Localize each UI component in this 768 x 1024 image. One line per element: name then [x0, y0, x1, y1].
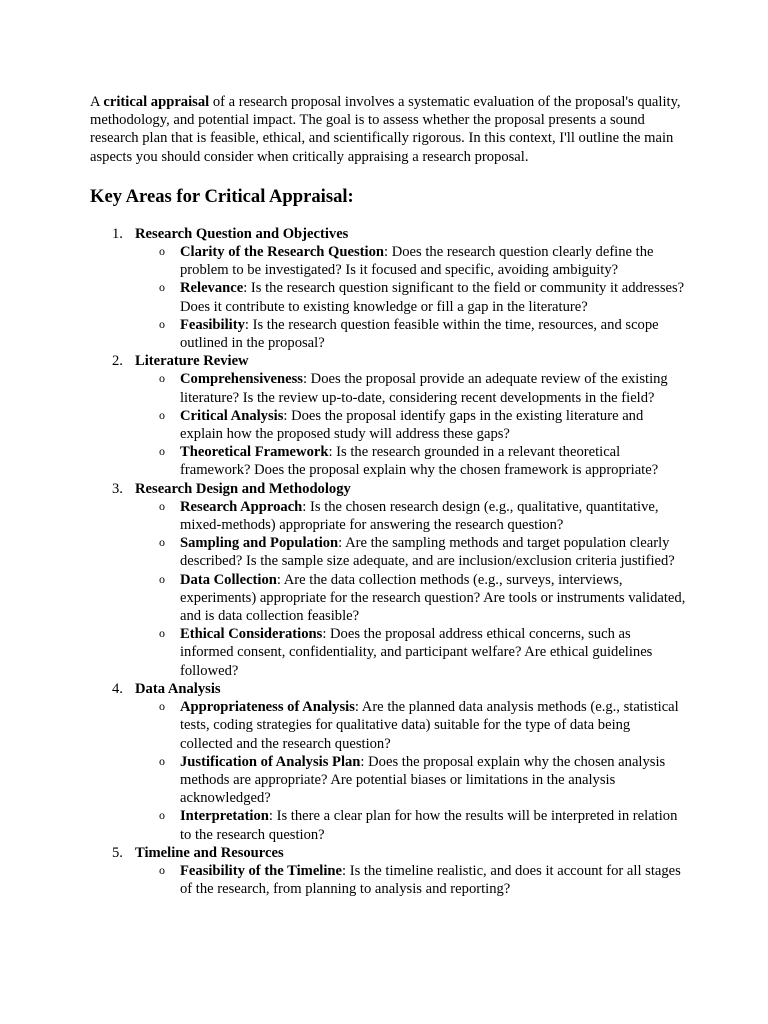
bullet-icon: o	[159, 699, 165, 714]
section-item	[90, 844, 686, 899]
section-title: Data Analysis	[135, 680, 221, 697]
point-term: Data Collection	[180, 571, 277, 588]
point-text: : Does the proposal provide an adequate review of the existing literature? Is the review up-to-date, considering recent developments in the field?	[180, 371, 668, 406]
point-term: Theoretical Framework	[180, 444, 329, 461]
intro-bold-term: critical appraisal	[103, 94, 210, 110]
section-title: Research Question and Objectives	[135, 225, 349, 242]
list-item	[135, 807, 686, 843]
list-item	[135, 316, 686, 352]
list-item	[135, 407, 686, 443]
point-term: Justification of Analysis Plan	[180, 753, 361, 770]
point-term: Research Approach	[180, 498, 303, 515]
section-title: Literature Review	[135, 353, 249, 370]
point-text: : Does the proposal identify gaps in the existing literature and explain how the proposed study will address these gaps?	[180, 407, 644, 443]
bullet-icon: o	[159, 571, 165, 586]
bullet-icon: o	[159, 808, 165, 823]
list-item	[135, 498, 686, 534]
intro-after: of a research proposal involves a systematic evaluation of the proposal's quality, methodology, and potential impact. The goal is to assess whether the proposal presents a sound research plan that is feasible, ethical, and scientifically rigorous. In this context, I'll outline the main aspects you should consider when critically appraising a research proposal.	[90, 94, 681, 165]
section-item	[90, 352, 686, 479]
list-item	[135, 753, 686, 808]
point-text: : Does the research question clearly define the problem to be investigated? Is it focused and specific, avoiding ambiguity?	[180, 244, 654, 279]
section-points-list	[135, 698, 686, 844]
list-item	[135, 370, 686, 406]
list-item	[135, 571, 686, 626]
point-term: Interpretation	[180, 808, 269, 825]
bullet-icon: o	[159, 371, 165, 386]
point-term: Appropriateness of Analysis	[180, 699, 355, 716]
section-points-list	[135, 498, 686, 680]
bullet-icon: o	[159, 498, 165, 513]
bullet-icon: o	[159, 626, 165, 641]
section-number: 2.	[112, 353, 123, 370]
section-title: Timeline and Resources	[135, 844, 284, 861]
list-item	[135, 243, 686, 279]
bullet-icon: o	[159, 407, 165, 422]
appraisal-sections-list	[90, 225, 686, 899]
point-term: Sampling and Population	[180, 535, 339, 552]
point-text: : Is the research question feasible within the time, resources, and scope outlined in the proposal?	[180, 316, 659, 352]
list-item	[135, 698, 686, 753]
section-number: 4.	[112, 680, 123, 697]
section-item	[90, 480, 686, 680]
point-text: : Is the research question significant to the field or community it addresses? Does it contribute to existing knowledge or fill a gap in the literature?	[180, 280, 685, 315]
point-text: : Is the research grounded in a relevant theoretical framework? Does the proposal explain why the chosen framework is appropriate?	[180, 444, 659, 479]
section-title: Research Design and Methodology	[135, 480, 351, 497]
point-text: : Are the data collection methods (e.g., surveys, interviews, experiments) appropriate for the research question? Are tools or instruments validated, and is data collection feasible?	[180, 571, 686, 625]
section-item	[90, 225, 686, 352]
point-term: Clarity of the Research Question	[180, 244, 385, 261]
bullet-icon: o	[159, 444, 165, 459]
bullet-icon: o	[159, 244, 165, 259]
section-points-list	[135, 862, 686, 898]
section-heading: Key Areas for Critical Appraisal:	[90, 185, 354, 207]
section-number: 5.	[112, 844, 123, 861]
intro-before: A	[90, 94, 104, 110]
point-term: Critical Analysis	[180, 407, 284, 424]
point-text: : Does the proposal explain why the chosen analysis methods are appropriate? Are potential biases or limitations in the analysis acknowledged?	[180, 753, 666, 807]
point-text: : Is there a clear plan for how the results will be interpreted in relation to the research question?	[180, 808, 678, 843]
point-text: : Does the proposal address ethical concerns, such as informed consent, confidentiality, and participant welfare? Are ethical guidelines followed?	[180, 626, 653, 679]
bullet-icon: o	[159, 316, 165, 331]
point-term: Relevance	[180, 280, 244, 297]
list-item	[135, 625, 686, 680]
point-text: : Is the chosen research design (e.g., qualitative, quantitative, mixed-methods) appropriate for answering the research question?	[180, 498, 659, 534]
point-text: : Is the timeline realistic, and does it account for all stages of the research, from planning to analysis and reporting?	[180, 862, 681, 898]
section-points-list	[135, 370, 686, 479]
point-text: : Are the planned data analysis methods (e.g., statistical tests, coding strategies for qualitative data) suitable for the type of data being collected and the research question?	[180, 699, 679, 752]
section-points-list	[135, 243, 686, 352]
bullet-icon: o	[159, 753, 165, 768]
point-term: Comprehensiveness	[180, 371, 303, 388]
intro-paragraph	[90, 93, 686, 166]
point-term: Ethical Considerations	[180, 626, 323, 643]
list-item	[135, 443, 686, 479]
point-text: : Are the sampling methods and target population clearly described? Is the sample size adequate, and are inclusion/exclusion criteria justified?	[180, 535, 675, 570]
bullet-icon: o	[159, 280, 165, 295]
section-number: 1.	[112, 225, 123, 242]
bullet-icon: o	[159, 535, 165, 550]
list-item	[135, 279, 686, 315]
section-number: 3.	[112, 480, 123, 497]
point-term: Feasibility	[180, 316, 245, 333]
document-page	[90, 93, 686, 898]
list-item	[135, 534, 686, 570]
point-term: Feasibility of the Timeline	[180, 862, 343, 879]
section-item	[90, 680, 686, 844]
list-item	[135, 862, 686, 898]
bullet-icon: o	[159, 862, 165, 877]
